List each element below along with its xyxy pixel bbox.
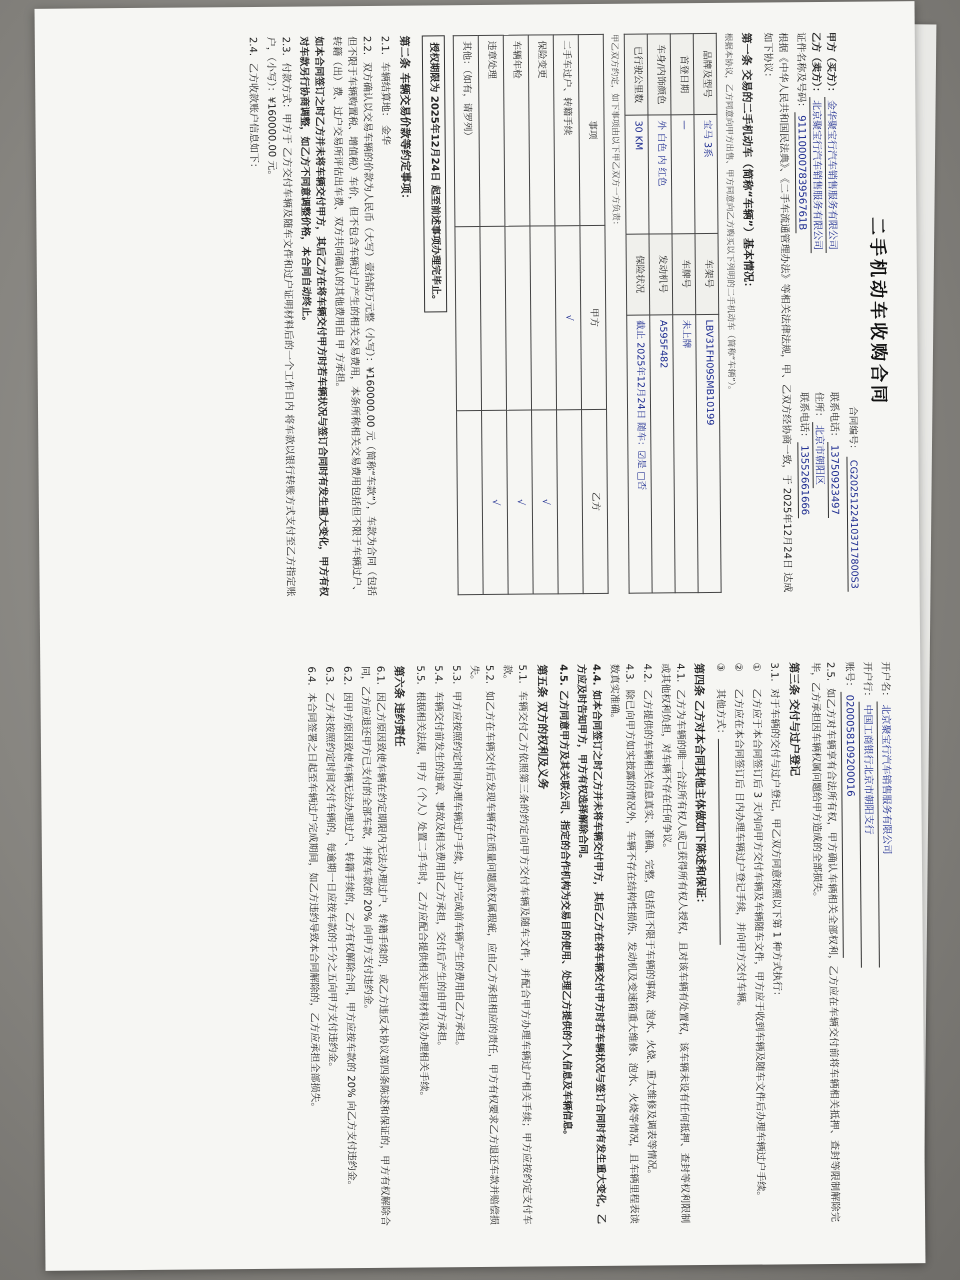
clause-2-2-bold: 如本合同签订之时乙方并未将车辆交付甲方，其后乙方在将车辆交付甲方时若车辆状况与签订合同时有发生重大变化，甲方有权对车款另行协商调整，如乙方不同意调整价格，本合同自动终止。 xyxy=(298,36,329,597)
clause-text: 车辆交付前发生的违章、事故及相关费用由乙方承担，交付后产生的由甲方承担。 xyxy=(432,691,448,1052)
matter-check-b xyxy=(456,410,483,594)
clause-6-2 xyxy=(339,666,359,1226)
clause-number: 2.1. xyxy=(379,35,391,55)
matter-item: 违章处理 xyxy=(478,35,505,226)
id-label: 证件名称及号码： xyxy=(794,32,807,113)
bank-holder-label: 开户名： xyxy=(879,661,891,702)
clause-5-1 xyxy=(500,665,535,1225)
table-row xyxy=(503,35,533,594)
option-3 xyxy=(713,663,733,1223)
contract-page xyxy=(35,1,926,1271)
clause-number: 4.1. xyxy=(674,663,686,683)
option-3-blank xyxy=(718,739,721,945)
id-value: 91110000783956761B xyxy=(794,112,807,233)
clause-number: 6.3. xyxy=(323,666,335,686)
clause-number: 5.3. xyxy=(450,665,462,685)
clause-number: 6.2. xyxy=(341,666,353,686)
left-column xyxy=(242,31,894,597)
clause-2-1 xyxy=(377,36,397,596)
table-row xyxy=(553,35,583,594)
clause-text: 因乙方原因致使车辆在约定期限内无法办理过户、转籍手续的，或乙方违反本协议第四条陈述和保证的，甲方有权解除合同，乙方应退还甲方已支付的全部车款，并按车款的 20% 向甲方支付违约金。 xyxy=(359,665,391,1226)
vehicle-info-table xyxy=(624,33,722,594)
clause-number: 2.4. xyxy=(247,36,259,57)
clause-number: 6.1. xyxy=(374,665,386,686)
party-a-phone: 13750923497 xyxy=(827,442,840,518)
clause-number: 4.3. xyxy=(623,663,635,683)
engine-label: 发动机号 xyxy=(649,233,673,314)
article-2-heading: 第二条 车辆交易价款等约定事项： xyxy=(397,35,412,205)
clause-5-4 xyxy=(431,665,451,1225)
clause-4-4 xyxy=(573,664,608,1224)
brand-label: 品牌及型号 xyxy=(694,33,718,114)
matter-item: 二手车过户、转籍手续 xyxy=(553,35,580,226)
clause-2-5 xyxy=(807,662,842,1222)
responsibility-table xyxy=(453,34,609,595)
clause-3-1 xyxy=(767,662,787,1222)
clause-5-5 xyxy=(413,665,433,1225)
option-text: 乙方应在本合同签订后 日内办理车辆过户登记手续，并向甲方交付车辆。 xyxy=(732,688,747,1012)
brand-value: 宝马 3系 xyxy=(694,114,718,233)
article-5-heading: 第五条 双方的权利及义务 xyxy=(535,664,550,790)
clause-text: 乙方为车辆的唯一合法所有权人或已获得所有权人授权，且对该车辆有处置权，该车辆未设有任何抵押、查封等权利限制或其他权利负担，对车辆不存在任何争议。 xyxy=(659,663,691,1224)
clause-6-4 xyxy=(303,666,323,1226)
clause-text: 如乙方对车辆享有合法所有权，甲方确认车辆相关全部权利，乙方应在车辆交付前将车辆相关抵押、查封等限制解除完毕，乙方承担因车辆权属问题给甲方造成的全部损失。 xyxy=(809,662,841,1222)
option-number: ② xyxy=(732,662,744,672)
article-3-heading: 第三条 交付与过户登记 xyxy=(787,662,802,777)
clause-4-1 xyxy=(657,663,692,1223)
article-1-heading: 第一条 交易的二手机动车（简称“车辆”）基本情况： xyxy=(739,32,755,293)
clause-2-3 xyxy=(263,37,298,597)
clause-text: 车辆结算地： 金华 xyxy=(379,61,391,146)
clause-number: 5.4. xyxy=(432,665,444,685)
right-column xyxy=(300,661,899,1226)
plate-value: 未上牌 xyxy=(673,314,698,593)
option-number: ③ xyxy=(714,662,726,672)
table-row xyxy=(528,35,558,594)
matter-check-a xyxy=(505,226,532,410)
clause-number: 5.2. xyxy=(483,664,495,685)
clause-text: 如本合同签订之时乙方并未将车辆交付甲方，其后乙方在将车辆交付甲方时若车辆状况与签订合同时有发生重大变化，乙方应及时告知甲方，甲方有权选择解除合同。 xyxy=(575,664,607,1225)
document-title: 二手机动车收购合同 xyxy=(866,216,890,407)
clause-number: 4.5. xyxy=(557,664,569,686)
option-2 xyxy=(731,663,751,1223)
rotated-document xyxy=(35,1,926,1271)
option-number: ① xyxy=(750,662,762,672)
contract-number xyxy=(841,32,860,592)
bank-name-label: 开户行： xyxy=(861,661,873,702)
clause-2-4 xyxy=(245,37,265,597)
color-label: 车身/内饰颜色 xyxy=(648,34,672,115)
matter-item: 保险变更 xyxy=(528,35,555,226)
table-row xyxy=(478,35,508,594)
clause-text: 根据相关法规，甲方（个人）处置二手车时，乙方应配合提供相关证明材料及办理相关手续。 xyxy=(414,691,430,1102)
party-a-name: 金华聚宝行汽车销售服务有限公司 xyxy=(824,97,837,253)
matter-check-b xyxy=(556,410,583,594)
matter-check-a xyxy=(480,226,507,410)
vin-label: 车架号 xyxy=(695,233,719,314)
plate-label: 车牌号 xyxy=(672,233,696,314)
insurance-label: 保险状况 xyxy=(626,234,650,315)
header-party-a: 甲方 xyxy=(580,225,607,409)
vin-value: LBV31FH09SMB10199 xyxy=(696,314,721,593)
matter-check-a xyxy=(455,226,482,410)
mileage-label: 已行驶公里数 xyxy=(625,34,649,115)
matter-check-b: √ xyxy=(481,410,508,594)
bank-account-value: 0200058109200016 xyxy=(841,692,859,958)
article-1-note: 根据本协议，乙方同意向甲方出售、甲方同意向乙方购买以下列明的二手机动车（简称“车辆”）。 xyxy=(722,32,737,395)
engine-value: A595F482 xyxy=(650,314,675,593)
clause-text: 车辆交付乙方依照第三条的约定向甲方交付车辆及随车文件，并配合甲方办理车辆过户相关手续；甲方应按约定支付车款。 xyxy=(501,664,533,1225)
table-row xyxy=(453,35,483,594)
clause-text: 付款方式：甲方于 乙方交付车辆及随车文件和过户证明材料后的一个工作日内 将车款以银行转账方式支付至乙方指定账户，（小写）：¥160000.00 元。 xyxy=(265,36,296,597)
clause-text: 对于车辆的交付与过户登记，甲乙双方同意按照以下第 1 种方式执行： xyxy=(768,688,783,1002)
party-a-phone-label: 联系电话： xyxy=(827,391,840,442)
clause-number: 5.5. xyxy=(414,665,426,685)
header-party-b: 乙方 xyxy=(581,409,608,593)
clause-number: 2.3. xyxy=(280,36,292,56)
insurance-value: 截止 2025年12月24日 随车：☑是 □否 xyxy=(627,315,652,594)
clause-text: 乙方同意甲方及其关联公司、指定的合作机构为交易目的使用、处理乙方提供的个人信息及车辆信息。 xyxy=(557,690,573,1141)
clause-2-2 xyxy=(329,36,379,596)
clause-number: 6.4. xyxy=(305,666,317,686)
party-b-phone-label: 联系电话： xyxy=(797,392,810,443)
party-b-name: 北京聚宝行汽车销售服务有限公司 xyxy=(809,97,822,253)
matters-note: 甲乙双方约定，如下事项由以下甲乙双方一方负责： xyxy=(609,33,621,230)
bank-holder-value: 北京聚宝行汽车销售服务有限公司 xyxy=(877,701,895,967)
reg-date-value: — xyxy=(671,115,695,234)
clause-text: 乙方收款账户信息如下： xyxy=(247,62,260,174)
clause-text: 除已向甲方如实披露的情况外，车辆不存在结构性损伤、发动机及变速箱重大维修、泡水、火烧等情况，且车辆里程表读数真实准确。 xyxy=(608,663,640,1224)
clause-text: 如乙方在车辆交付后发现车辆存在质量问题或权属瑕疵，应由乙方承担相应的责任，甲方有权要求乙方退还车款并赔偿损失。 xyxy=(468,665,500,1225)
clause-number: 4.4. xyxy=(590,663,602,686)
clause-text: 双方确认以交易车辆的价款为人民币（大写）壹拾陆万元整（小写）：¥160000.00 元（简称“车款”），车款为合同（包括但不限于车辆购置税、增值税）车价，但不包含车辆过户产生的相关交易费用，本条所称相关交易费用包括但不限于车辆过户、转籍（出）费、过户交易所评估出车费、双方共同确认的其他费用由 甲 方承担。 xyxy=(331,36,377,597)
clause-text: 乙方未按照约定时间交付车辆的，每逾期一日应按车款的千分之五向甲方支付违约金。 xyxy=(323,692,338,1073)
matter-check-a xyxy=(530,226,557,410)
clause-number: 5.1. xyxy=(516,664,528,684)
option-1 xyxy=(749,663,769,1223)
option-text: 其他方式： xyxy=(714,688,727,739)
article-4-heading: 第四条 乙方对本合同其他主体做如下陈述和保证： xyxy=(692,663,708,909)
party-b-addr-label: 住所： xyxy=(812,391,824,423)
contract-number-label: 合同编号： xyxy=(847,406,859,454)
bank-account-label: 账号： xyxy=(843,661,855,692)
clause-text: 甲方应按照约定时间办理车辆过户手续，过户完成前车辆产生的费用由乙方承担。 xyxy=(450,691,466,1052)
clause-4-5 xyxy=(555,664,575,1224)
clause-number: 4.2. xyxy=(641,663,653,683)
clause-5-2 xyxy=(467,665,502,1225)
reg-date-label: 首登日期 xyxy=(671,34,695,115)
clause-4-2 xyxy=(639,663,659,1223)
clause-6-3 xyxy=(321,666,341,1226)
matter-item: 其他：（如有，请罗列） xyxy=(453,35,480,226)
matter-check-b: √ xyxy=(531,410,558,594)
clause-number: 3.1. xyxy=(768,662,780,682)
clause-5-3 xyxy=(449,665,469,1225)
bank-name-value: 中国工商银行北京市朝阳支行 xyxy=(859,702,877,968)
party-b-phone: 13552661666 xyxy=(797,442,810,518)
matter-check-a: √ xyxy=(555,226,582,410)
clause-text: 乙方提供的车辆相关信息真实、准确、完整，包括但不限于车辆的事故、泡水、火烧、重大维修及调表等情况。 xyxy=(641,689,657,1180)
bank-holder-row xyxy=(876,661,897,1221)
clause-number: 2.5. xyxy=(824,661,836,682)
party-a-label: 甲方（买方）： xyxy=(824,31,837,97)
color-value: 外 白色 内 红色 xyxy=(648,115,672,234)
party-b-addr: 北京市朝阳区 xyxy=(812,422,825,488)
clause-6-1 xyxy=(357,666,392,1226)
option-text: 乙方应于本合同签订后 3 天内向甲方交付车辆及车辆随车文件，甲方应于收到车辆及随车文件后办理车辆过户手续。 xyxy=(750,688,767,1202)
matter-check-b: √ xyxy=(506,410,533,594)
clause-number: 2.2. xyxy=(361,35,373,56)
article-6-heading: 第六条 违约责任 xyxy=(392,665,407,747)
intro-paragraph: 根据《中华人民共和国民法典》、《二手车流通管理办法》等相关法律法规，甲、乙双方经协商一致，于 2025年12月24日 达成如下协议： xyxy=(761,32,793,593)
clause-text: 本合同签署之日起至车辆过户完成期间，如乙方违约导致本合同解除的，乙方应承担全部损失。 xyxy=(305,692,321,1113)
contract-number-value: CG20251224103717800S3 xyxy=(846,457,859,592)
mileage-value: 30 KM xyxy=(625,115,649,234)
matter-item: 车辆年检 xyxy=(503,35,530,226)
clause-4-3 xyxy=(606,664,641,1224)
header-item: 事项 xyxy=(578,34,605,225)
party-b-label: 乙方（卖方）： xyxy=(809,32,822,98)
clause-text: 因甲方原因致使车辆无法办理过户、转籍手续的，乙方有权解除合同，甲方应按车款的 20% 向乙方支付违约金。 xyxy=(341,692,357,1191)
authorization-deadline: 授权期限为 2025年12月24日 起至前述事项办理完毕止。 xyxy=(422,35,447,312)
